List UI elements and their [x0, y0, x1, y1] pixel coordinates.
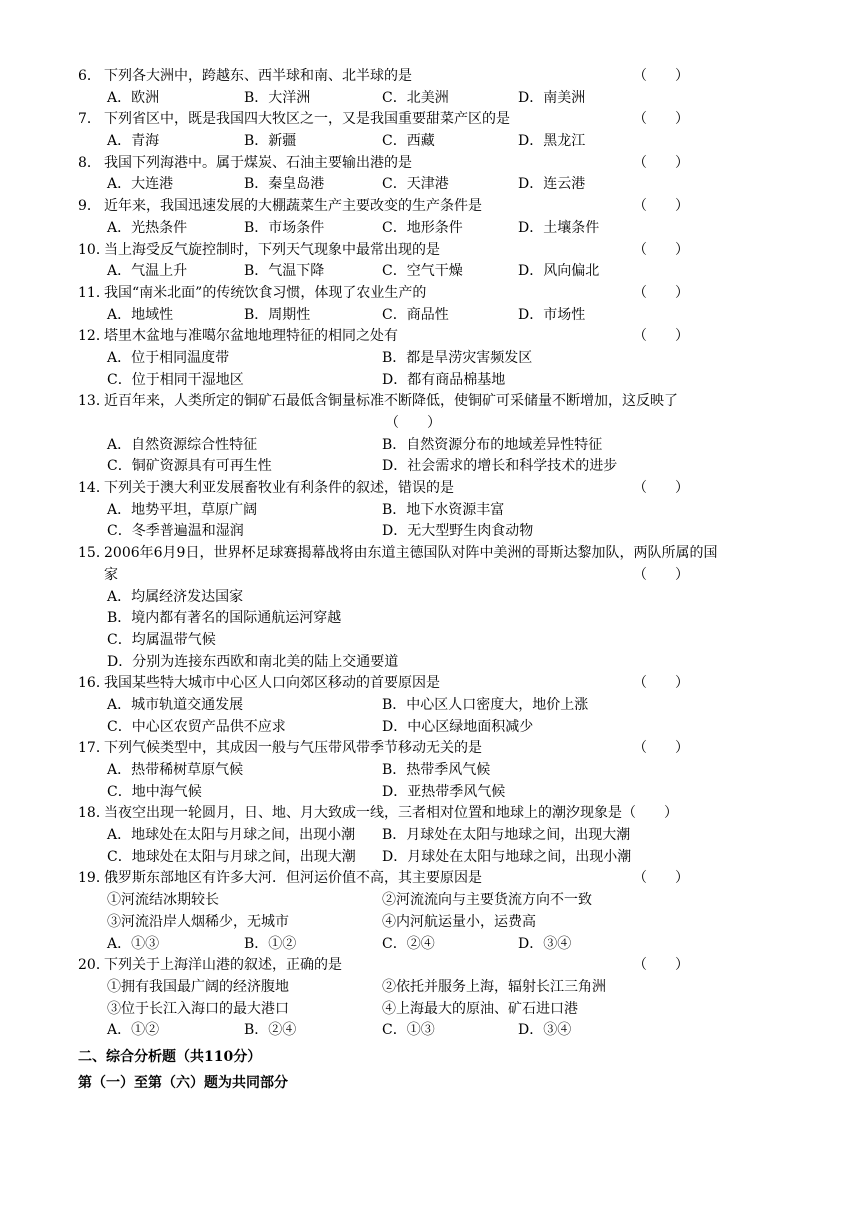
answer-option: C．地形条件 — [382, 219, 463, 236]
question-text: 俄罗斯东部地区有许多大河．但河运价值不高，其主要原因是 — [104, 870, 482, 887]
answer-option: D．土壤条件 — [518, 219, 600, 236]
answer-option-row — [0, 652, 860, 674]
answer-option: C．空气干燥 — [382, 263, 463, 280]
answer-bracket: （ ） — [633, 284, 689, 301]
answer-bracket: （ ） — [633, 566, 689, 583]
statement: ②河流流向与主要货流方向不一致 — [382, 892, 592, 909]
answer-bracket: （ ） — [633, 675, 689, 692]
answer-option-row — [0, 717, 860, 739]
answer-bracket: （ ） — [633, 870, 689, 887]
question-stem — [0, 66, 860, 88]
answer-option: D．③④ — [518, 935, 572, 952]
statement-row — [0, 999, 860, 1021]
question-stem — [0, 109, 860, 131]
answer-option: A．城市轨道交通发展 — [107, 696, 244, 713]
answer-option: A．气温上升 — [107, 263, 188, 280]
statement: ④内河航运量小，运费高 — [382, 913, 536, 930]
answer-option: D．中心区绿地面积减少 — [382, 718, 534, 735]
answer-option: B．秦皇岛港 — [244, 176, 325, 193]
answer-option-row — [0, 934, 860, 956]
question-number: 14． — [78, 480, 110, 497]
statement-row — [0, 977, 860, 999]
statement: ①河流结冰期较长 — [107, 892, 219, 909]
question-stem — [0, 543, 860, 565]
answer-option-row — [0, 695, 860, 717]
statement: ②依托并服务上海，辐射长江三角洲 — [382, 978, 606, 995]
question-text: 下列关于上海洋山港的叙述，正确的是 — [104, 957, 342, 974]
question-stem — [0, 673, 860, 695]
answer-option: C．①③ — [382, 1022, 435, 1039]
answer-option: A．地势平坦，草原广阔 — [107, 501, 258, 518]
answer-option: C．北美洲 — [382, 89, 449, 106]
answer-option: D．③④ — [518, 1022, 572, 1039]
answer-bracket: （ ） — [633, 154, 689, 171]
question-block — [0, 326, 860, 391]
statement: ③位于长江入海口的最大港口 — [107, 1000, 289, 1017]
question-stem — [0, 153, 860, 175]
answer-option: C．地球处在太阳与月球之间，出现大潮 — [107, 848, 356, 865]
question-stem — [0, 283, 860, 305]
question-text: 下列关于澳大利亚发展畜牧业有利条件的叙述，错误的是 — [104, 480, 454, 497]
answer-option: C．商品性 — [382, 306, 449, 323]
answer-bracket: （ ） — [633, 111, 689, 128]
answer-option: B．大洋洲 — [244, 89, 311, 106]
answer-option: C．中心区农贸产品供不应求 — [107, 718, 286, 735]
answer-option-row — [0, 348, 860, 370]
question-stem-continued — [0, 413, 860, 435]
answer-option: D．社会需求的增长和科学技术的进步 — [382, 458, 618, 475]
question-stem — [0, 240, 860, 262]
answer-option: A．位于相同温度带 — [107, 349, 230, 366]
question-number: 13． — [78, 393, 110, 410]
answer-option: D．风向偏北 — [518, 263, 600, 280]
subsection-heading — [0, 1070, 860, 1096]
question-number: 9． — [78, 198, 101, 215]
question-block — [0, 196, 860, 239]
answer-option-row — [0, 521, 860, 543]
question-block — [0, 478, 860, 543]
answer-option: A．大连港 — [107, 176, 174, 193]
answer-option: B．气温下降 — [244, 263, 325, 280]
question-stem — [0, 803, 860, 825]
answer-option-row — [0, 131, 860, 153]
answer-option: C．冬季普遍温和湿润 — [107, 523, 244, 540]
answer-option-row — [0, 608, 860, 630]
question-stem-continued — [0, 565, 860, 587]
question-block — [0, 955, 860, 1042]
answer-option: B．中心区人口密度大，地价上涨 — [382, 696, 589, 713]
exam-document — [0, 66, 860, 1096]
question-stem — [0, 955, 860, 977]
question-number: 10． — [78, 241, 110, 258]
answer-option: A．均属经济发达国家 — [107, 588, 244, 605]
question-number: 18． — [78, 805, 110, 822]
answer-option: B．境内都有著名的国际通航运河穿越 — [107, 610, 342, 627]
answer-option: C．铜矿资源具有可再生性 — [107, 458, 272, 475]
question-block — [0, 240, 860, 283]
answer-bracket: （ ） — [633, 957, 689, 974]
answer-bracket: （ ） — [385, 415, 441, 431]
answer-option-row — [0, 435, 860, 457]
statement-row — [0, 912, 860, 934]
answer-option-row — [0, 174, 860, 196]
question-text: 我国“南米北面”的传统饮食习惯，体现了农业生产的 — [104, 284, 427, 301]
question-block — [0, 803, 860, 868]
question-block — [0, 738, 860, 803]
answer-option-row — [0, 587, 860, 609]
question-text: 当上海受反气旋控制时，下列天气现象中最常出现的是 — [104, 241, 440, 258]
question-stem — [0, 196, 860, 218]
answer-option: A．地域性 — [107, 306, 174, 323]
question-text: 当夜空出现一轮圆月，日、地、月大致成一线，三者相对位置和地球上的潮汐现象是（ ） — [104, 805, 678, 822]
answer-option: D．分别为连接东西欧和南北美的陆上交通要道 — [107, 653, 399, 670]
question-number: 11． — [78, 284, 110, 301]
answer-option: A．自然资源综合性特征 — [107, 436, 258, 453]
statement: ④上海最大的原油、矿石进口港 — [382, 1000, 578, 1017]
answer-option-row — [0, 305, 860, 327]
question-text: 近年来，我国迅速发展的大棚蔬菜生产主要改变的生产条件是 — [104, 198, 482, 215]
answer-option: C．均属温带气候 — [107, 631, 216, 648]
question-text: 塔里木盆地与准噶尔盆地地理特征的相同之处有 — [104, 328, 398, 345]
answer-option: B．都是旱涝灾害频发区 — [382, 349, 533, 366]
answer-option-row — [0, 782, 860, 804]
answer-option: D．月球处在太阳与地球之间，出现小潮 — [382, 848, 632, 865]
question-block — [0, 283, 860, 326]
question-number: 8． — [78, 154, 101, 171]
answer-option-row — [0, 500, 860, 522]
answer-bracket: （ ） — [633, 480, 689, 497]
answer-option-row — [0, 456, 860, 478]
answer-option: B．②④ — [244, 1022, 297, 1039]
subsection-heading-text: 第（一）至第（六）题为共同部分 — [78, 1074, 288, 1091]
question-number: 12． — [78, 328, 110, 345]
question-stem — [0, 326, 860, 348]
answer-bracket: （ ） — [633, 328, 689, 345]
question-text: 我国下列海港中。属于煤炭、石油主要输出港的是 — [104, 154, 412, 171]
question-block — [0, 66, 860, 109]
answer-option: A．欧洲 — [107, 89, 160, 106]
answer-option: B．市场条件 — [244, 219, 325, 236]
statement-row — [0, 890, 860, 912]
answer-option: D．无大型野生肉食动物 — [382, 523, 534, 540]
answer-option: D．都有商品棉基地 — [382, 371, 506, 388]
question-number: 16． — [78, 675, 110, 692]
answer-option-row — [0, 847, 860, 869]
question-text: 下列气候类型中，其成因一般与气压带风带季节移动无关的是 — [104, 740, 482, 757]
question-block — [0, 153, 860, 196]
question-number: 20． — [78, 957, 110, 974]
question-text: 2006年6月9日，世界杯足球赛揭幕战将由东道主德国队对阵中美洲的哥斯达黎加队，两队所属的国 — [104, 545, 718, 562]
question-stem — [0, 478, 860, 500]
answer-option: A．①③ — [107, 935, 160, 952]
answer-option: B．新疆 — [244, 133, 297, 150]
answer-bracket: （ ） — [633, 740, 689, 757]
question-text: 下列省区中，既是我国四大牧区之一，又是我国重要甜菜产区的是 — [104, 111, 510, 128]
answer-option-row — [0, 370, 860, 392]
question-text-continued: 家 — [104, 566, 118, 583]
question-number: 6． — [78, 68, 101, 84]
section-heading — [0, 1044, 860, 1070]
answer-option: A．地球处在太阳与月球之间，出现小潮 — [107, 827, 356, 844]
question-stem — [0, 868, 860, 890]
answer-option: A．青海 — [107, 133, 160, 150]
question-text: 下列各大洲中，跨越东、西半球和南、北半球的是 — [104, 68, 412, 84]
answer-option: A．热带稀树草原气候 — [107, 762, 244, 778]
answer-option-row — [0, 825, 860, 847]
answer-option-row — [0, 88, 860, 110]
question-block — [0, 109, 860, 152]
answer-option: C．位于相同干湿地区 — [107, 371, 244, 388]
question-block — [0, 673, 860, 738]
answer-option: D．市场性 — [518, 306, 586, 323]
answer-option: D．亚热带季风气候 — [382, 783, 506, 800]
question-stem — [0, 738, 860, 760]
question-number: 17． — [78, 740, 110, 757]
question-stem — [0, 391, 860, 413]
question-text: 我国某些特大城市中心区人口向郊区移动的首要原因是 — [104, 675, 440, 692]
answer-option: B．周期性 — [244, 306, 311, 323]
answer-bracket: （ ） — [633, 198, 689, 215]
statement: ③河流沿岸人烟稀少，无城市 — [107, 913, 289, 930]
answer-option: B．月球处在太阳与地球之间，出现大潮 — [382, 827, 631, 844]
section-heading-text: 二、综合分析题（共110分） — [78, 1048, 262, 1065]
question-block — [0, 391, 860, 478]
question-text: 近百年来，人类所定的铜矿石最低含铜量标准不断降低，使铜矿可采储量不断增加，这反映了 — [104, 393, 678, 410]
question-number: 19． — [78, 870, 110, 887]
answer-option-row — [0, 630, 860, 652]
answer-option: B．地下水资源丰富 — [382, 501, 505, 518]
answer-option-row — [0, 218, 860, 240]
question-block — [0, 543, 860, 673]
answer-option: C．天津港 — [382, 176, 449, 193]
answer-option: A．光热条件 — [107, 219, 188, 236]
answer-option: C．西藏 — [382, 133, 435, 150]
answer-bracket: （ ） — [633, 241, 689, 258]
answer-option: A．①② — [107, 1022, 160, 1039]
answer-option: B．①② — [244, 935, 297, 952]
answer-option: D．黑龙江 — [518, 133, 586, 150]
question-block — [0, 868, 860, 955]
answer-option-row — [0, 1020, 860, 1042]
answer-option: B．热带季风气候 — [382, 762, 491, 778]
question-number: 15． — [78, 545, 110, 562]
answer-option: C．②④ — [382, 935, 435, 952]
answer-option-row — [0, 261, 860, 283]
question-number: 7． — [78, 111, 101, 128]
answer-option: D．连云港 — [518, 176, 586, 193]
statement: ①拥有我国最广阔的经济腹地 — [107, 978, 289, 995]
answer-option: B．自然资源分布的地域差异性特征 — [382, 436, 603, 453]
answer-option: D．南美洲 — [518, 89, 586, 106]
answer-option: C．地中海气候 — [107, 783, 202, 800]
answer-option-row — [0, 760, 860, 782]
answer-bracket: （ ） — [633, 68, 689, 84]
